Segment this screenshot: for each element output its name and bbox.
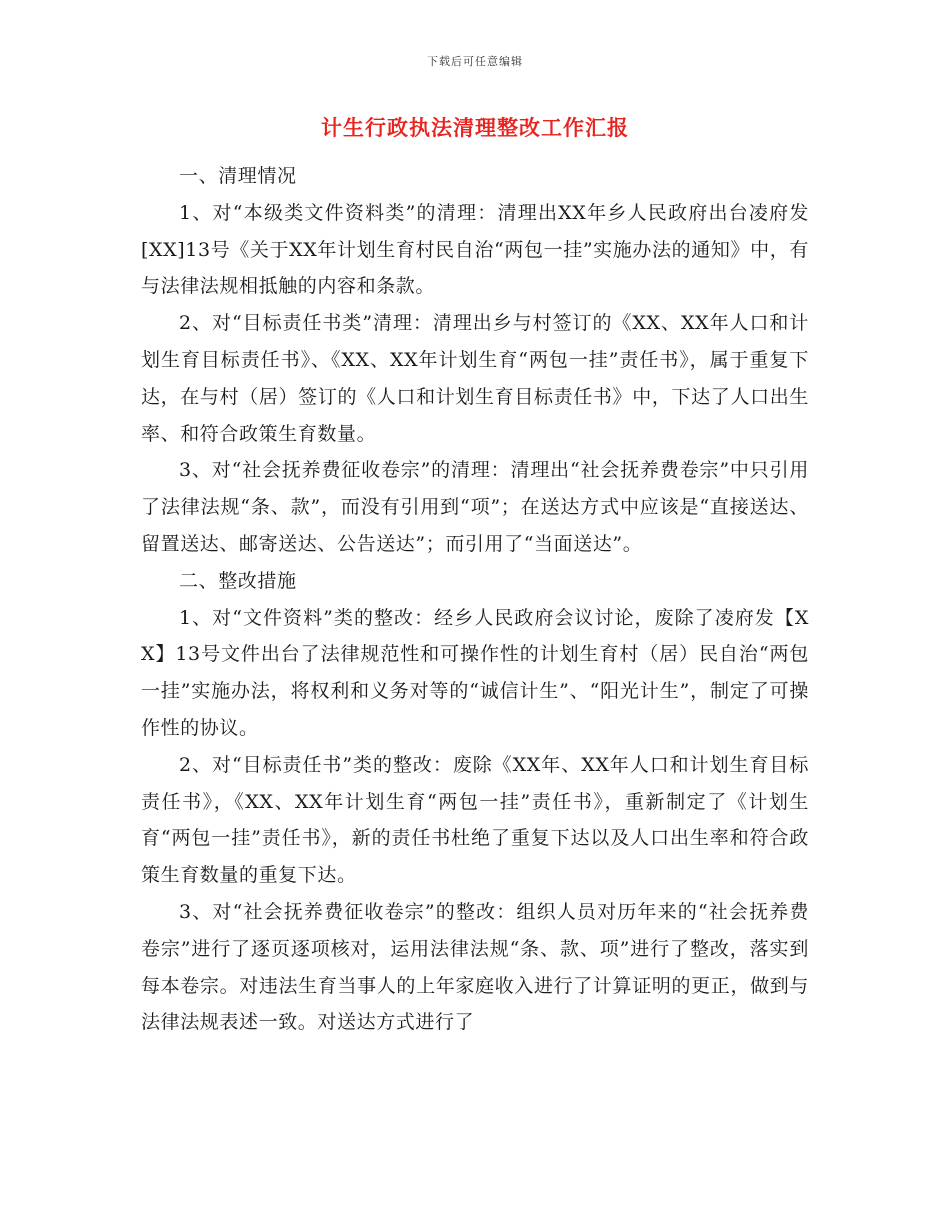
paragraph: 1、对“本级类文件资料类”的清理：清理出XX年乡人民政府出台凌府发[XX]13号《关于XX年计划生育村民自治“两包一挂”实施办法的通知》中，有与法律法规相抵触的内容和条款。	[141, 201, 809, 298]
paragraph: 1、对“文件资料”类的整改：经乡人民政府会议讨论，废除了凌府发【XX】13号文件出台了法律规范性和可操作性的计划生育村（居）民自治“两包一挂”实施办法，将权利和义务对等的“诚信计生”、“阳光计生”，制定了可操作性的协议。	[141, 606, 809, 739]
document-title: 计生行政执法清理整改工作汇报	[321, 116, 629, 140]
section-heading-rectification: 二、整改措施	[179, 569, 297, 592]
header-note: 下载后可任意编辑	[427, 55, 523, 68]
paragraph: 2、对“目标责任书”类的整改：废除《XX年、XX年人口和计划生育目标责任书》，《XX、XX年计划生育“两包一挂”责任书》，重新制定了《计划生育“两包一挂”责任书》，新的责任书杜绝了重复下达以及人口出生率和符合政策生育数量的重复下达。	[141, 753, 809, 887]
section-heading-cleanup: 一、清理情况	[179, 165, 297, 187]
paragraph: 3、对“社会抚养费征收卷宗”的清理：清理出“社会抚养费卷宗”中只引用了法律法规“条、款”，而没有引用到“项”；在送达方式中应该是“直接送达、留置送达、邮寄送达、公告送达”；而引用了“当面送达”。	[141, 459, 809, 555]
document-body	[141, 158, 809, 1041]
paragraph: 2、对“目标责任书类”清理：清理出乡与村签订的《XX、XX年人口和计划生育目标责任书》、《XX、XX年计划生育“两包一挂”责任书》，属于重复下达，在与村（居）签订的《人口和计划生育目标责任书》中，下达了人口出生率、和符合政策生育数量。	[141, 312, 809, 445]
paragraph: 3、对“社会抚养费征收卷宗”的整改：组织人员对历年来的“社会抚养费卷宗”进行了逐页逐项核对，运用法律法规“条、款、项”进行了整改，落实到每本卷宗。对违法生育当事人的上年家庭收入进行了计算证明的更正，做到与法律法规表述一致。对送达方式进行了	[141, 900, 809, 1034]
